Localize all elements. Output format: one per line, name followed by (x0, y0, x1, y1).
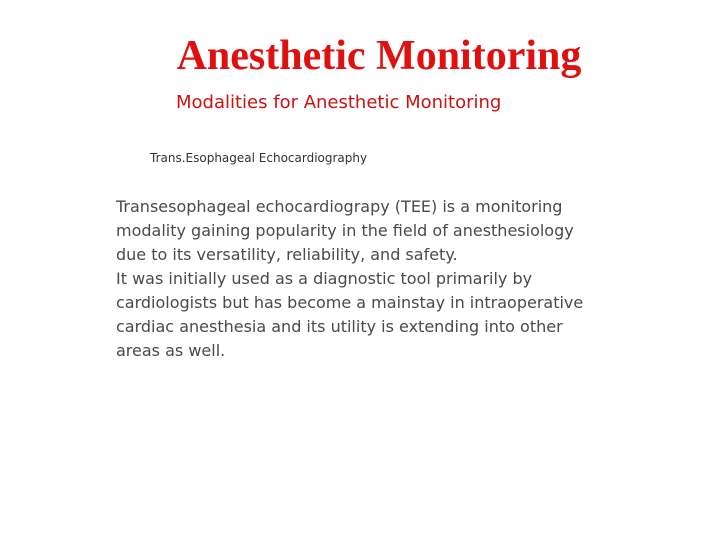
slide-subtitle: Modalities for Anesthetic Monitoring (176, 92, 502, 113)
body-text (116, 195, 596, 363)
body-paragraph: It was initially used as a diagnostic tool primarily by cardiologists but has become a mainstay in intraoperative cardiac anesthesia and its utility is extending into other areas as well. (116, 269, 584, 360)
section-heading: Trans.Esophageal Echocardiography (150, 151, 368, 165)
body-paragraph: Transesophageal echocardiograpy (TEE) is a monitoring modality gaining popularity in the field of anesthesiology due to its versatility, reliability, and safety. (116, 197, 574, 264)
slide-title: Anesthetic Monitoring (176, 33, 582, 79)
